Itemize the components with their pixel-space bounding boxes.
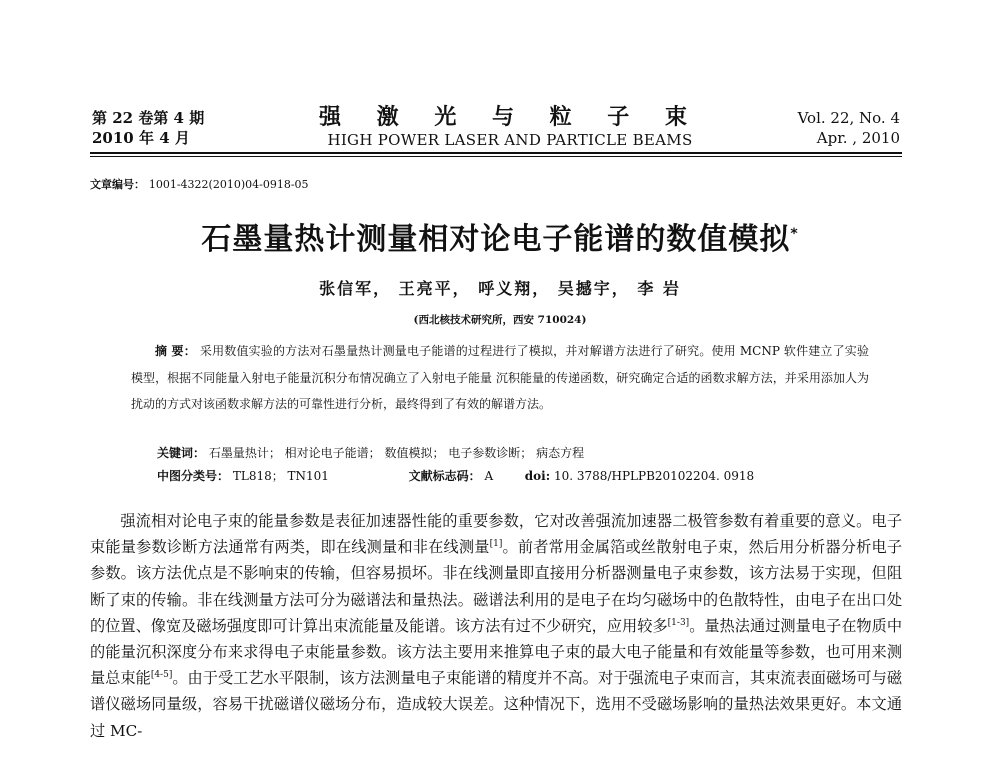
reference-citation[interactable]: [4-5] <box>150 670 173 681</box>
authors: 张信军， 王亮平， 呼义翔， 吴撼宇， 李 岩 <box>319 279 681 298</box>
journal-title-en: HIGH POWER LASER AND PARTICLE BEAMS <box>327 131 693 149</box>
reference-citation[interactable]: [1] <box>489 539 503 550</box>
keywords-label: 关键词： <box>157 446 206 460</box>
header-rule-thin <box>90 156 902 157</box>
abstract <box>131 338 869 418</box>
doc-code-value: A <box>484 469 494 483</box>
abstract-label: 摘 要： <box>155 344 196 358</box>
issue-info <box>92 108 292 148</box>
abstract-text: 采用数值实验的方法对石墨量热计测量电子能谱的过程进行了模拟，并对解谱方法进行了研究。使用 MCNP 软件建立了实验模型，根据不同能量入射电子能量沉积分布情况确立了入射电子能量 沉积能量的传递函数，研究确定合适的函数求解方法，并采用添加人为扰动的方式对该函数求解方法的可靠性进行分析，最终得到了有效的解谱方法。 <box>131 344 869 411</box>
journal-title-cn: 强 激 光 与 粒 子 束 <box>319 104 701 130</box>
body-text <box>90 508 902 744</box>
body-paragraph <box>90 508 902 744</box>
body-text-segment: 强流相对论电子束的能量参数是表征加速器性能的重要参数，它对改善强流加速器二极管参数有着重要的意义。电子束能量参数诊断方法通常有两类，即在线测量和非在线测量 <box>90 512 902 557</box>
header-rule <box>90 152 902 154</box>
doc-code-label: 文献标志码： <box>408 469 481 483</box>
classification <box>157 466 869 486</box>
volume-info <box>740 108 900 148</box>
paper-title-text: 石墨量热计测量相对论电子能谱的数值模拟 <box>201 222 791 257</box>
article-number-label: 文章编号： <box>90 178 145 191</box>
article-number-value: 1001-4322(2010)04-0918-05 <box>148 178 309 191</box>
article-number <box>90 176 590 192</box>
keywords <box>157 443 869 463</box>
doi-value: 10. 3788/HPLPB20102204. 0918 <box>554 469 755 483</box>
clc-value: TL818； TN101 <box>232 469 329 483</box>
paper-title <box>100 214 900 258</box>
clc-label: 中图分类号： <box>157 469 230 483</box>
title-footnote-mark: * <box>790 226 799 242</box>
doi-label: doi: <box>524 469 551 483</box>
issue-date: 2010 年 4 月 <box>92 129 190 147</box>
body-text-segment: 。前者常用金属箔或丝散射电子束，然后用分析器分析电子参数。该方法优点是不影响束的传输，但容易损坏。非在线测量即直接用分析器测量电子束参数，该方法易于实现，但阻断了束的传输。非在线测量方法可分为磁谱法和量热法。磁谱法利用的是电子在均匀磁场中的色散特性，由电子在出口处的位置、像宽及磁场强度即可计算出束流能量及能谱。该方法有过不少研究，应用较多 <box>90 538 903 635</box>
body-text-segment: 。由于受工艺水平限制，该方法测量电子束能谱的精度并不高。对于强流电子束而言，其束流表面磁场可与磁谱仪磁场同量级，容易干扰磁谱仪磁场分布，造成较大误差。这种情况下，选用不受磁场影响的量热法效果更好。本文通过 MC- <box>90 669 903 740</box>
journal-name <box>290 104 730 150</box>
volume-date: Apr. , 2010 <box>816 129 900 147</box>
body-text-segment: 。量热法通过测量电子在物质中的能量沉积深度分布来求得电子束能量参数。该方法主要用来推算电子束的最大电子能量和有效能量等参数，也可用来测量总束能 <box>90 616 903 688</box>
keywords-text: 石墨量热计； 相对论电子能谱； 数值模拟； 电子参数诊断； 病态方程 <box>208 446 585 460</box>
volume-number: Vol. 22, No. 4 <box>797 109 900 127</box>
affiliation: (西北核技术研究所，西安 710024) <box>413 314 587 326</box>
issue-number: 第 22 卷第 4 期 <box>92 109 205 127</box>
reference-citation[interactable]: [1-3] <box>667 617 690 628</box>
